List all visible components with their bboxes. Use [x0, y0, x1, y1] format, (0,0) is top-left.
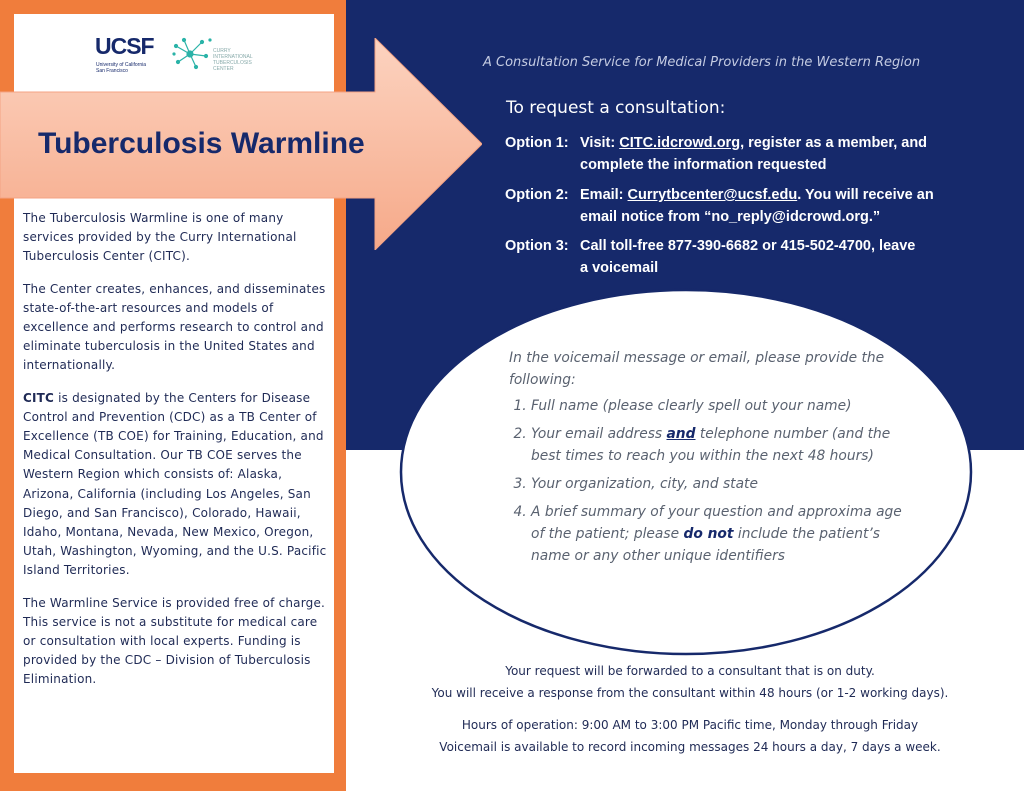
footer-line-voicemail: Voicemail is available to record incoming messages 24 hours a day, 7 days a week. — [439, 740, 941, 754]
footer-line-forwarded: Your request will be forwarded to a consultant that is on duty. — [505, 664, 875, 678]
emphasis-and-text: and — [666, 426, 696, 442]
list-item — [531, 423, 909, 467]
option-3-label: Option 3: — [505, 238, 569, 254]
about-section — [23, 209, 329, 703]
option-3-line2: a voicemail — [580, 260, 659, 276]
emphasis-do-not: do not — [683, 526, 734, 542]
option-2-suffix: . You will receive an — [797, 187, 934, 203]
option-2-line2: email notice from “no_reply@idcrowd.org.” — [580, 209, 881, 225]
about-paragraph-designation — [23, 389, 329, 581]
list-item — [531, 473, 909, 495]
page-title: Tuberculosis Warmline — [38, 127, 365, 160]
list-item-text: Your organization, city, and state — [531, 476, 758, 492]
option-1-suffix: , register as a member, and — [740, 135, 928, 151]
option-1-label: Option 1: — [505, 135, 569, 151]
list-item-text: Your email address — [531, 426, 667, 442]
option-1-link[interactable]: CITC.idcrowd.org — [619, 135, 741, 151]
list-item — [531, 395, 909, 417]
voicemail-list — [509, 395, 909, 567]
list-item-text: Full name (please clearly spell out your name) — [531, 398, 852, 414]
ucsf-logo: UCSF — [95, 33, 154, 59]
list-item-text: telephone number (and the best times to reach you within the next 48 hours) — [531, 426, 891, 464]
response-info — [386, 660, 994, 704]
about-paragraph-mission: The Center creates, enhances, and disseminates state-of-the-art resources and models of excellence and performs research to control and eliminate tuberculosis in the United States and internationally. — [23, 281, 326, 373]
list-item-text: A brief summary of your question and approxima age of the patient; please — [531, 504, 902, 542]
ucsf-logo-subtitle: University of California San Francisco — [96, 62, 147, 74]
option-2 — [505, 184, 975, 228]
option-1-prefix: Visit: — [580, 135, 620, 151]
option-2-email-link[interactable]: Currytbcenter@ucsf.edu — [627, 187, 798, 203]
tagline: A Consultation Service for Medical Providers in the Western Region — [483, 55, 921, 70]
option-2-label: Option 2: — [505, 187, 569, 203]
list-item-text: include the patient’s name or any other unique identifiers — [531, 526, 880, 564]
footer-line-hours: Hours of operation: 9:00 AM to 3:00 PM Pacific time, Monday through Friday — [461, 718, 919, 732]
voicemail-instructions — [509, 347, 909, 573]
curry-logo-subtitle: CURRY INTERNATIONAL TUBERCULOSIS CENTER — [213, 48, 253, 72]
voicemail-intro: In the voicemail message or email, please provide the following: — [509, 350, 885, 388]
option-2-prefix: Email: — [580, 187, 628, 203]
citc-bold-label: CITC — [23, 390, 55, 405]
emphasis-and — [666, 426, 695, 442]
about-paragraph-funding: The Warmline Service is provided free of charge. This service is not a substitute for medical care or consultation with local experts. Funding is provided by the CDC – Division of Tuberculosis Elimination. — [23, 595, 326, 687]
option-1-line2: complete the information requested — [580, 157, 827, 173]
hours-info — [386, 714, 994, 758]
about-paragraph-intro: The Tuberculosis Warmline is one of many services provided by the Curry International Tuberculosis Center (CITC). — [23, 211, 297, 264]
designation-text: is designated by the Centers for Disease Control and Prevention (CDC) as a TB Center of Excellence (TB COE) for Training, Education, and Medical Consultation. Our TB COE serves the Western Region which consists of: Alaska, Arizona, California (including Los Angeles, San Diego, and San Francisco), Colorado, Hawaii, Idaho, Montana, Nevada, New Mexico, Oregon, Utah, Washington, Wyoming, and the U.S. Pacific Island Territories. — [23, 390, 327, 578]
footer-line-response: You will receive a response from the consultant within 48 hours (or 1-2 working days). — [431, 686, 949, 700]
request-heading: To request a consultation: — [506, 98, 726, 118]
option-3-line1: Call toll-free 877-390-6682 or 415-502-4700, leave — [580, 238, 916, 254]
option-1 — [505, 132, 975, 176]
option-3 — [505, 235, 975, 279]
list-item — [531, 501, 909, 567]
